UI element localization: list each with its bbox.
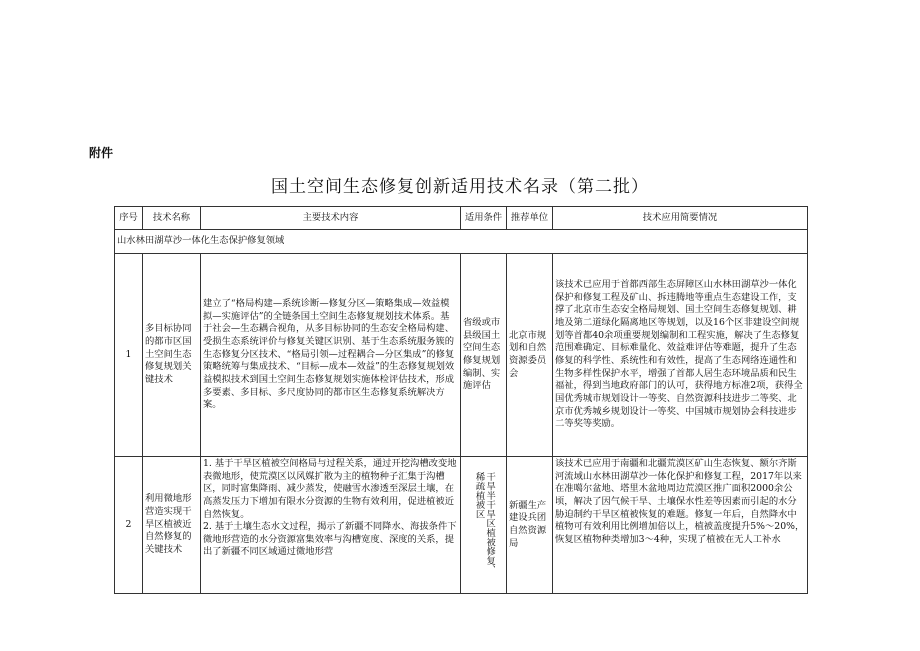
section-title: 山水林田湖草沙一体化生态保护修复领域	[115, 230, 808, 254]
row-application: 该技术已应用于首都西部生态屏障区山水林田湖草沙一体化保护和修复工程及矿山、拆违腾地等重点生态建设工作，支撑了北京市生态安全格局规划、国土空间生态修复规划、耕地及第二道绿化隔离地区等规划，以及16个区非建设空间规划等首都40余项重要规划编制和工程实施，解决了生态修复范围难确定、目标难量化、效益难评估等难题，提升了生态修复的科学性、系统性和有效性，提高了生态网络连通性和生物多样性保护水平，增强了首都人居生态环境品质和民生福祉，得到当地政府部门的认可，获得地方标准2项，获得全国优秀城市规划设计一等奖、自然资源科技进步二等奖、北京市优秀城乡规划设计一等奖、中国城市规划协会科技进步二等奖等奖励。	[553, 254, 808, 457]
row-name: 利用微地形营造实现干旱区植被近自然修复的关键技术	[143, 457, 201, 594]
row-name: 多目标协同的都市区国土空间生态修复规划关键技术	[143, 254, 201, 457]
row-content: 建立了“格局构建—系统诊断—修复分区—策略集成—效益模拟—实施评估”的全链条国土空间生态修复规划技术体系。基于社会—生态耦合视角，从多目标协同的生态安全格局构建、受损生态系统评价与修复关键区识别、基于生态系统服务簇的生态修复分区技术、“格局引领—过程耦合—分区集成”的修复策略统筹与集成技术、“目标—成本—效益”的生态修复规划效益模拟技术到国土空间生态修复规划实施体检评估技术，形成多要素、多目标、多尺度协同的都市区生态修复系统解决方案。	[201, 254, 461, 457]
row-application: 该技术已应用于南疆和北疆荒漠区矿山生态恢复、额尔齐斯河流域山水林田湖草沙一体化保护和修复工程，2017年以来在准噶尔盆地、塔里木盆地周边荒漠区推广面积2000余公顷，解决了因气候干旱、土壤保水性差等因素而引起的水分胁迫制约干旱区植被恢复的难题。修复一年后，自然降水中植物可有效利用比例增加倍以上，植被盖度提升5%～20%，恢复区植物种类增加3～4种，实现了植被在无人工补水	[555, 458, 805, 545]
header-seq: 序号	[115, 207, 143, 230]
table-header-row	[115, 207, 808, 230]
row-content-cell	[201, 457, 461, 594]
header-recommender: 推荐单位	[507, 207, 553, 230]
row-seq: 2	[115, 457, 143, 594]
row-condition: 干旱半干旱区植被修复、稀疏植被区	[473, 472, 496, 575]
row-content: 1. 基于干旱区植被空间格局与过程关系，通过开挖沟槽改变地表微地形，使荒漠区以风媒扩散为主的植物种子汇集于沟槽区，同时富集降雨、减少蒸发，使融雪水渗透至深层土壤，在高蒸发压力下增加有限水分资源的生物有效利用，促进植被近自然恢复。 2. 基于土壤生态水文过程，揭示了新疆不同降水、海拔条件下微地形营造的水分资源富集效率与沟槽宽度、深度的关系，提出了新疆不同区域通过微地形营	[203, 458, 457, 558]
row-seq: 1	[115, 254, 143, 457]
header-name: 技术名称	[143, 207, 201, 230]
row-condition: 省级或市县级国土空间生态修复规划编制、实施评估	[461, 254, 507, 457]
technology-table	[114, 206, 808, 594]
page-title: 国土空间生态修复创新适用技术名录（第二批）	[271, 177, 649, 197]
row-recommender: 新疆生产建设兵团自然资源局	[507, 457, 553, 594]
row-application-cell	[553, 457, 808, 594]
header-application: 技术应用简要情况	[553, 207, 808, 230]
row-condition-cell	[461, 457, 507, 594]
table-row	[115, 254, 808, 457]
section-row	[115, 230, 808, 254]
attachment-label: 附件	[89, 146, 114, 160]
header-content: 主要技术内容	[201, 207, 461, 230]
row-recommender: 北京市规划和自然资源委员会	[507, 254, 553, 457]
header-condition: 适用条件	[461, 207, 507, 230]
table-row	[115, 457, 808, 594]
